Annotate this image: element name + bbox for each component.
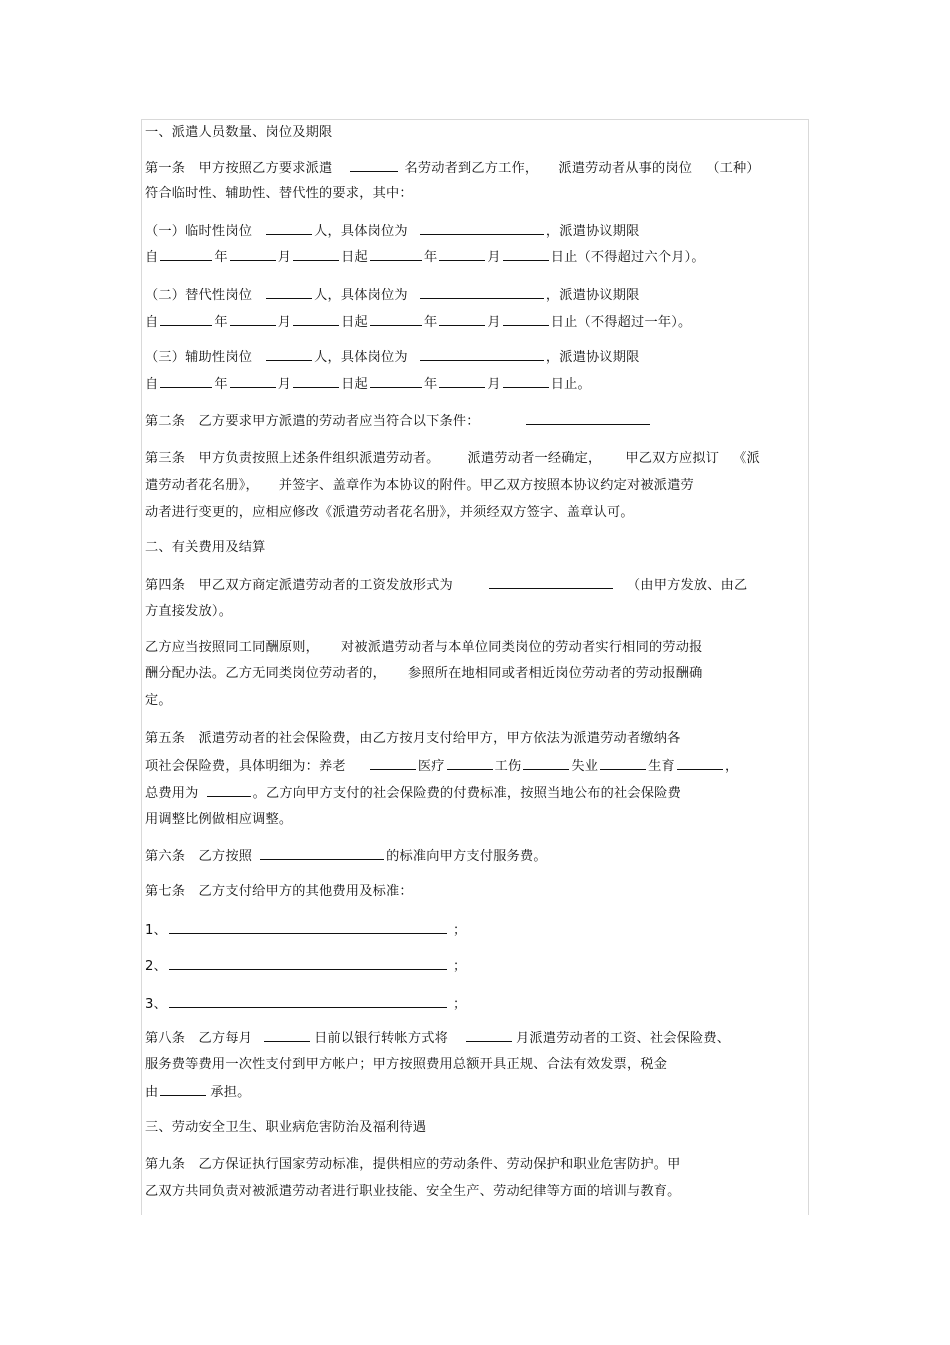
replacement-date-line: 自 年 月 日起 年 月 日止（不得超过一年）。 <box>145 315 692 330</box>
date-blank[interactable] <box>160 248 212 261</box>
article-4-line-2: 方直接发放）。 <box>145 604 233 619</box>
replacement-post-line: （二）替代性岗位 人，具体岗位为 ，派遣协议期限 <box>145 288 640 303</box>
injury-blank[interactable] <box>523 757 569 770</box>
article-5-line-3: 总费用为 。乙方向甲方支付的社会保险费的付费标准，按照当地公布的社会保险费 <box>145 786 681 801</box>
auxiliary-date-line: 自 年 月 日起 年 月 日止。 <box>145 377 591 392</box>
section-3-heading: 三、劳动安全卫生、职业病危害防治及福利待遇 <box>145 1120 427 1135</box>
article-8-line-2: 服务费等费用一次性支付到甲方帐户；甲方按照费用总额开具正规、合法有效发票，税金 <box>145 1057 668 1072</box>
medical-blank[interactable] <box>447 757 493 770</box>
article-7: 第七条 乙方支付给甲方的其他费用及标准： <box>145 884 413 899</box>
replacement-count-blank[interactable] <box>266 286 312 299</box>
auxiliary-post-line: （三）辅助性岗位 人，具体岗位为 ，派遣协议期限 <box>145 350 640 365</box>
article-9-line-1: 第九条 乙方保证执行国家劳动标准，提供相应的劳动条件、劳动保护和职业危害防护。甲 <box>145 1157 681 1172</box>
date-blank[interactable] <box>293 248 339 261</box>
date-blank[interactable] <box>230 375 276 388</box>
replacement-post-blank[interactable] <box>420 286 544 299</box>
date-blank[interactable] <box>160 375 212 388</box>
equal-pay-line-2: 酬分配办法。乙方无同类岗位劳动者的， 参照所在地相同或者相近岗位劳动者的劳动报酬确 <box>145 666 703 681</box>
article-9-line-2: 乙双方共同负责对被派遣劳动者进行职业技能、安全生产、劳动纪律等方面的培训与教育。 <box>145 1184 681 1199</box>
temporary-post-blank[interactable] <box>420 222 544 235</box>
date-blank[interactable] <box>370 313 422 326</box>
article-3-line-3: 动者进行变更的，应相应修改《派遣劳动者花名册》，并须经双方签字、盖章认可。 <box>145 505 634 520</box>
auxiliary-post-blank[interactable] <box>420 348 544 361</box>
worker-count-blank[interactable] <box>350 159 398 172</box>
date-blank[interactable] <box>230 248 276 261</box>
article-1-line-1: 第一条 甲方按照乙方要求派遣 名劳动者到乙方工作， 派遣劳动者从事的岗位 （工种） <box>145 161 760 176</box>
other-fee-blank[interactable] <box>169 995 447 1008</box>
date-blank[interactable] <box>439 313 485 326</box>
section-2-heading: 二、有关费用及结算 <box>145 540 266 555</box>
article-4-line-1: 第四条 甲乙双方商定派遣劳动者的工资发放形式为 （由甲方发放、由乙 <box>145 578 748 593</box>
tax-bearer-blank[interactable] <box>160 1083 206 1096</box>
date-blank[interactable] <box>230 313 276 326</box>
article-5-line-4: 用调整比例做相应调整。 <box>145 812 293 827</box>
date-blank[interactable] <box>439 375 485 388</box>
total-fee-blank[interactable] <box>207 784 251 797</box>
temporary-post-line: （一）临时性岗位 人，具体岗位为 ，派遣协议期限 <box>145 224 640 239</box>
date-blank[interactable] <box>370 375 422 388</box>
article-6: 第六条 乙方按照 的标准向甲方支付服务费。 <box>145 849 547 864</box>
date-blank[interactable] <box>439 248 485 261</box>
temporary-count-blank[interactable] <box>266 222 312 235</box>
article-2: 第二条 乙方要求甲方派遣的劳动者应当符合以下条件： <box>145 412 652 431</box>
date-blank[interactable] <box>503 375 549 388</box>
other-fee-blank[interactable] <box>169 921 447 934</box>
service-fee-blank[interactable] <box>260 847 384 860</box>
article-5-line-2: 项社会保险费，具体明细为：养老 医疗 工伤 失业 生育 ， <box>145 759 739 774</box>
maternity-blank[interactable] <box>677 757 723 770</box>
other-fee-item: 1、 ； <box>145 923 467 938</box>
article-3-line-2: 遣劳动者花名册》， 并签字、盖章作为本协议的附件。甲乙双方按照本协议约定对被派遣劳 <box>145 478 694 493</box>
other-fee-blank[interactable] <box>169 957 447 970</box>
unemployment-blank[interactable] <box>600 757 646 770</box>
conditions-blank[interactable] <box>526 412 650 425</box>
equal-pay-line-3: 定。 <box>145 693 172 708</box>
date-blank[interactable] <box>293 313 339 326</box>
article-8-line-3: 由 承担。 <box>145 1085 251 1100</box>
wage-form-blank[interactable] <box>489 576 613 589</box>
article-3-line-1: 第三条 甲方负责按照上述条件组织派遣劳动者。 派遣劳动者一经确定， 甲乙双方应拟订 《派 <box>145 451 760 466</box>
section-1-heading: 一、派遣人员数量、岗位及期限 <box>145 125 333 140</box>
temporary-date-line: 自 年 月 日起 年 月 日止（不得超过六个月）。 <box>145 250 705 265</box>
date-blank[interactable] <box>503 313 549 326</box>
date-blank[interactable] <box>503 248 549 261</box>
pension-blank[interactable] <box>370 757 416 770</box>
date-blank[interactable] <box>293 375 339 388</box>
other-fee-item: 2、 ； <box>145 959 467 974</box>
article-8-line-1: 第八条 乙方每月 日前以银行转帐方式将 月派遣劳动者的工资、社会保险费、 <box>145 1031 731 1046</box>
article-1-line-2: 符合临时性、辅助性、替代性的要求，其中： <box>145 186 413 201</box>
pay-day-blank[interactable] <box>264 1029 310 1042</box>
date-blank[interactable] <box>160 313 212 326</box>
auxiliary-count-blank[interactable] <box>266 348 312 361</box>
date-blank[interactable] <box>370 248 422 261</box>
pay-month-blank[interactable] <box>466 1029 512 1042</box>
other-fee-item: 3、 ； <box>145 997 467 1012</box>
equal-pay-line-1: 乙方应当按照同工同酬原则， 对被派遣劳动者与本单位同类岗位的劳动者实行相同的劳动报 <box>145 640 703 655</box>
article-5-line-1: 第五条 派遣劳动者的社会保险费，由乙方按月支付给甲方，甲方依法为派遣劳动者缴纳各 <box>145 731 681 746</box>
